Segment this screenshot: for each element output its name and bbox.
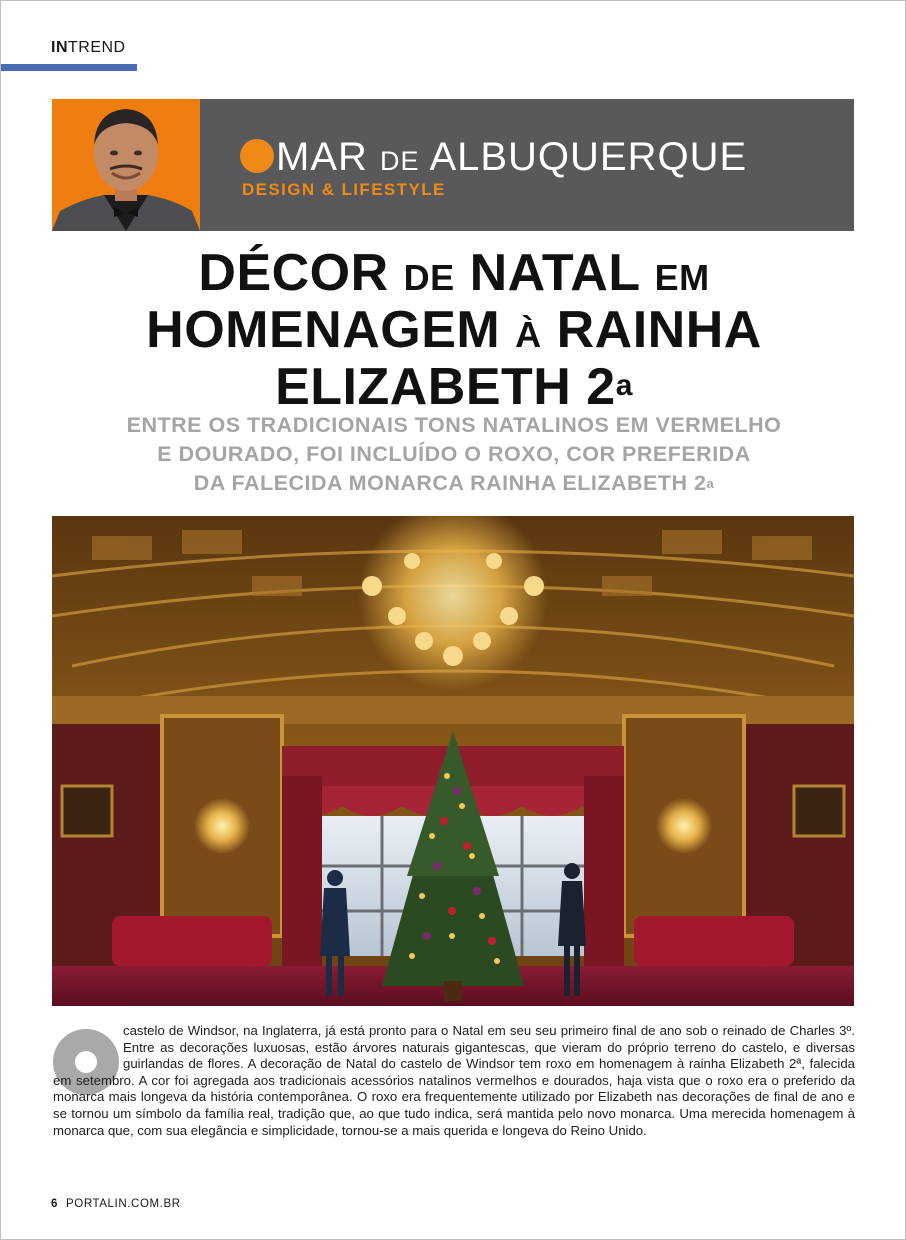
columnist-name-last: ALBUQUERQUE <box>429 135 748 179</box>
page-number: 6 <box>51 1198 58 1210</box>
section-tag-prefix: IN <box>51 39 68 56</box>
headline-word: RAINHA <box>556 301 762 359</box>
columnist-portrait-illustration <box>52 99 200 231</box>
columnist-photo <box>52 99 200 231</box>
section-rule <box>1 64 137 71</box>
deck-superscript: a <box>706 476 715 491</box>
article-body-text: castelo de Windsor, na Inglaterra, já está pronto para o Natal em seu seu primeiro final de ano sob o reinado de Charles 3º. Entre as decorações luxuosas, estão árvores naturais gigantescas, que vieram do próprio terreno do castelo, e diversas guirlandas de flores. A decoração de Natal do castelo de Windsor tem roxo em homenagem à rainha Elizabeth 2ª, falecida em setembro. A cor foi agregada aos tradicionais acessórios natalinos vermelhos e dourados, haja vista que o roxo era o preferido da monarca mais longeva da história contemporânea. O roxo era frequentemente utilizado por Elizabeth nas decorações de final de ano e se tornou um símbolo da família real, tradição que, ao que tudo indica, será mantida pelo novo monarca. Uma merecida homenagem à monarca que, com sua elegância e simplicidade, tornou-se a mais querida e longeva do Reino Unido. <box>53 1023 855 1138</box>
deck-line: E DOURADO, FOI INCLUÍDO O ROXO, COR PREFERIDA <box>157 442 751 466</box>
columnist-banner <box>52 99 854 231</box>
headline-word: HOMENAGEM <box>146 301 501 359</box>
columnist-name-connector: DE <box>380 146 420 176</box>
headline-word: À <box>515 314 542 355</box>
hero-image <box>52 516 854 1006</box>
columnist-name-first: MAR <box>276 135 368 179</box>
footer-site: PORTALIN.COM.BR <box>66 1198 181 1210</box>
name-initial-circle-icon <box>240 139 274 173</box>
page-footer <box>51 1198 181 1210</box>
headline-word: NATAL <box>469 244 640 302</box>
headline-word: EM <box>654 257 710 298</box>
section-tag <box>51 39 126 57</box>
section-tag-suffix: TREND <box>68 39 126 56</box>
headline-word: DÉCOR <box>198 244 389 302</box>
columnist-role: DESIGN & LIFESTYLE <box>242 180 446 199</box>
article-deck <box>61 411 847 498</box>
article-headline <box>61 244 847 416</box>
headline-word: ELIZABETH 2 <box>275 358 616 416</box>
article-body <box>53 1023 855 1139</box>
headline-superscript: a <box>615 369 633 402</box>
headline-word: DE <box>403 257 455 298</box>
columnist-name <box>240 135 747 180</box>
deck-line: ENTRE OS TRADICIONAIS TONS NATALINOS EM VERMELHO <box>126 413 782 437</box>
deck-line: DA FALECIDA MONARCA RAINHA ELIZABETH 2 <box>193 471 707 495</box>
windsor-castle-christmas-photo <box>52 516 854 1006</box>
dropcap-spacer <box>53 1023 123 1071</box>
